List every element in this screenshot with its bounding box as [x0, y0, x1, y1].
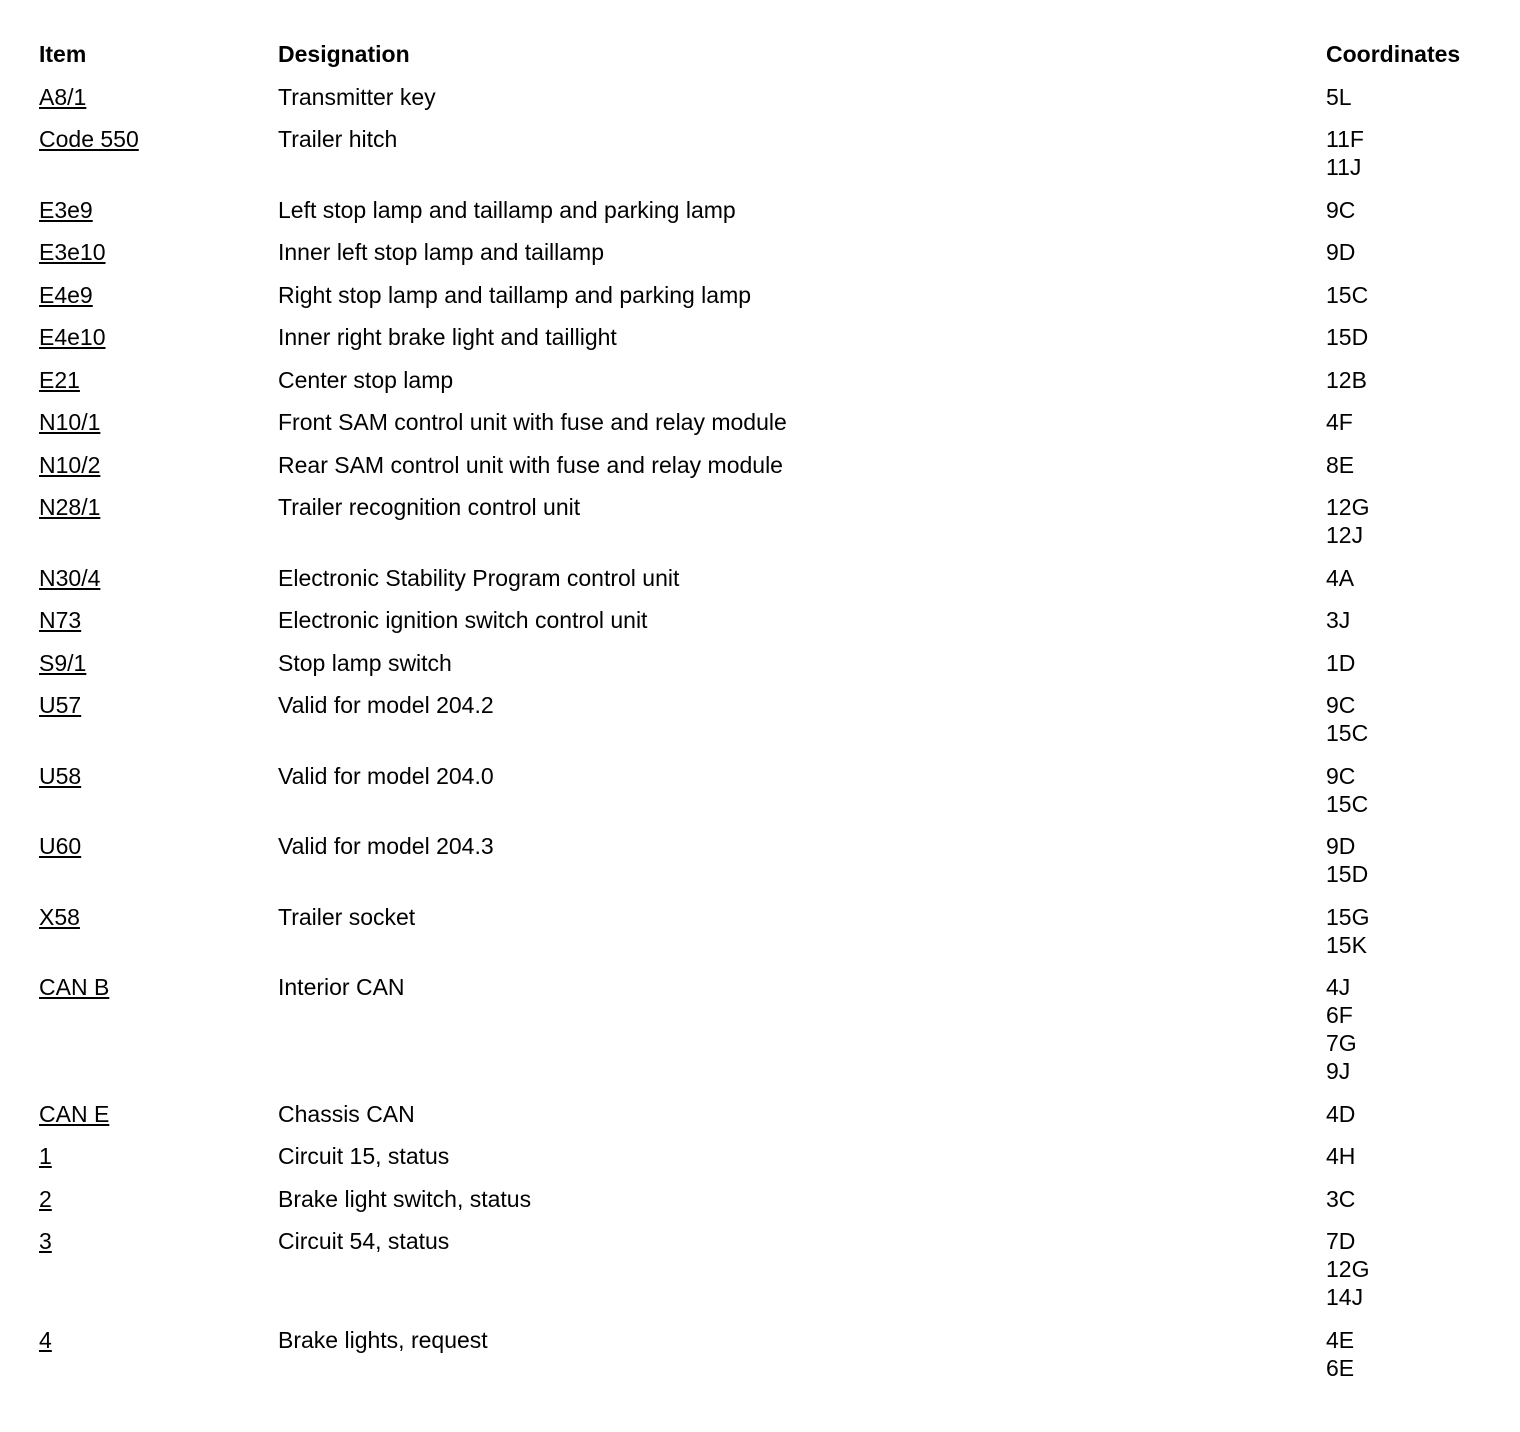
coordinates-cell — [1326, 281, 1499, 309]
table-row — [39, 408, 1499, 451]
item-link[interactable]: E4e9 — [39, 281, 93, 308]
coordinate-value: 15G — [1326, 903, 1370, 930]
coordinate-value: 15D — [1326, 861, 1369, 887]
coordinates-cell — [1326, 903, 1499, 959]
item-link[interactable]: 4 — [39, 1326, 52, 1353]
coordinate-value: 4A — [1326, 564, 1355, 591]
designation-cell: Valid for model 204.2 — [278, 692, 494, 718]
table-row — [39, 564, 1499, 607]
item-link[interactable]: U58 — [39, 762, 82, 789]
item-link[interactable]: U60 — [39, 833, 82, 859]
header-designation: Designation — [278, 41, 410, 67]
designation-cell: Electronic Stability Program control unit — [278, 564, 680, 591]
coordinate-value: 14J — [1326, 1284, 1364, 1310]
coordinate-value: 4E — [1326, 1326, 1355, 1353]
table-row — [39, 1142, 1499, 1185]
coordinates-cell — [1326, 649, 1499, 677]
table-row — [39, 366, 1499, 409]
coordinate-value: 12G — [1326, 494, 1370, 520]
designation-cell: Valid for model 204.3 — [278, 833, 494, 859]
item-link[interactable]: E21 — [39, 366, 80, 393]
item-link[interactable]: X58 — [39, 903, 80, 930]
table-row — [39, 832, 1499, 903]
coordinates-cell — [1326, 83, 1499, 111]
coordinates-cell — [1326, 606, 1499, 634]
coordinates-cell — [1326, 1185, 1499, 1213]
coordinates-cell — [1326, 762, 1499, 818]
table-row — [39, 83, 1499, 126]
designation-cell: Left stop lamp and taillamp and parking lamp — [278, 196, 736, 223]
table-row — [39, 196, 1499, 239]
table-row — [39, 903, 1499, 974]
table-row — [39, 649, 1499, 692]
designation-cell: Front SAM control unit with fuse and relay module — [278, 409, 787, 435]
item-link[interactable]: N10/1 — [39, 409, 101, 435]
designation-cell: Circuit 54, status — [278, 1228, 450, 1254]
coordinate-value: 15K — [1326, 931, 1367, 958]
table-row — [39, 973, 1499, 1100]
table-row — [39, 323, 1499, 366]
coordinate-value: 4D — [1326, 1100, 1356, 1127]
designation-cell: Brake light switch, status — [278, 1185, 532, 1212]
coordinates-cell — [1326, 196, 1499, 224]
table-row — [39, 762, 1499, 833]
coordinates-cell — [1326, 366, 1499, 394]
designation-cell: Rear SAM control unit with fuse and relay module — [278, 451, 783, 478]
item-link[interactable]: E3e9 — [39, 196, 93, 223]
item-link[interactable]: CAN E — [39, 1100, 110, 1127]
item-link[interactable]: N10/2 — [39, 451, 101, 478]
designation-cell: Stop lamp switch — [278, 649, 452, 676]
coordinates-cell — [1326, 832, 1499, 888]
coordinate-value: 5L — [1326, 83, 1352, 110]
table-row — [39, 281, 1499, 324]
designation-cell: Right stop lamp and taillamp and parking lamp — [278, 281, 752, 308]
table-row — [39, 606, 1499, 649]
coordinate-value: 6E — [1326, 1354, 1355, 1381]
coordinates-cell — [1326, 1326, 1499, 1382]
designation-cell: Inner left stop lamp and taillamp — [278, 239, 605, 265]
designation-cell: Trailer recognition control unit — [278, 494, 581, 520]
table-row — [39, 691, 1499, 762]
header-coordinates: Coordinates — [1326, 41, 1461, 67]
coordinate-value: 8E — [1326, 451, 1355, 478]
coordinate-value: 9C — [1326, 196, 1356, 223]
coordinate-value: 3J — [1326, 607, 1351, 633]
coordinates-cell — [1326, 1227, 1499, 1311]
item-link[interactable]: 3 — [39, 1228, 52, 1254]
legend-table — [39, 40, 1499, 1396]
coordinate-value: 7D — [1326, 1228, 1356, 1254]
coordinate-value: 15C — [1326, 720, 1369, 746]
coordinate-value: 15D — [1326, 324, 1369, 350]
coordinate-value: 4H — [1326, 1143, 1356, 1169]
table-row — [39, 1227, 1499, 1326]
coordinate-value: 1D — [1326, 649, 1356, 676]
item-link[interactable]: S9/1 — [39, 649, 87, 676]
item-link[interactable]: 1 — [39, 1143, 52, 1169]
coordinates-cell — [1326, 125, 1499, 181]
item-link[interactable]: N73 — [39, 607, 82, 633]
item-link[interactable]: U57 — [39, 692, 82, 718]
designation-cell: Electronic ignition switch control unit — [278, 607, 648, 633]
coordinate-value: 12G — [1326, 1256, 1370, 1282]
coordinate-value: 15C — [1326, 281, 1369, 308]
coordinates-cell — [1326, 323, 1499, 351]
coordinate-value: 6F — [1326, 1002, 1353, 1028]
designation-cell: Inner right brake light and taillight — [278, 324, 617, 350]
coordinate-value: 15C — [1326, 790, 1369, 817]
coordinates-cell — [1326, 564, 1499, 592]
table-header — [39, 40, 1499, 83]
designation-cell: Brake lights, request — [278, 1326, 488, 1353]
table-row — [39, 1100, 1499, 1143]
item-link[interactable]: N30/4 — [39, 564, 101, 591]
coordinate-value: 9D — [1326, 833, 1356, 859]
designation-cell: Interior CAN — [278, 974, 405, 1000]
coordinates-cell — [1326, 238, 1499, 266]
coordinate-value: 12B — [1326, 366, 1367, 393]
table-row — [39, 451, 1499, 494]
designation-cell: Valid for model 204.0 — [278, 762, 494, 789]
coordinate-value: 9D — [1326, 239, 1356, 265]
coordinates-cell — [1326, 451, 1499, 479]
coordinate-value: 4F — [1326, 409, 1353, 435]
coordinates-cell — [1326, 1100, 1499, 1128]
coordinate-value: 3C — [1326, 1185, 1356, 1212]
item-link[interactable]: E3e10 — [39, 239, 106, 265]
item-link[interactable]: CAN B — [39, 974, 110, 1000]
designation-cell: Trailer socket — [278, 903, 416, 930]
table-row — [39, 125, 1499, 196]
coordinate-value: 11J — [1326, 154, 1362, 180]
coordinate-value: 12J — [1326, 522, 1364, 548]
coordinate-value: 4J — [1326, 974, 1351, 1000]
coordinate-value: 11F — [1326, 126, 1364, 152]
coordinates-cell — [1326, 408, 1499, 436]
table-body — [39, 83, 1499, 1397]
designation-cell: Center stop lamp — [278, 366, 454, 393]
designation-cell: Chassis CAN — [278, 1100, 415, 1127]
header-item: Item — [39, 41, 87, 67]
coordinate-value: 7G — [1326, 1030, 1357, 1056]
coordinate-value: 9J — [1326, 1058, 1351, 1084]
table-row — [39, 493, 1499, 564]
item-link[interactable]: Code 550 — [39, 126, 139, 152]
coordinates-cell — [1326, 691, 1499, 747]
designation-cell: Trailer hitch — [278, 126, 398, 152]
item-link[interactable]: A8/1 — [39, 83, 87, 110]
coordinates-cell — [1326, 493, 1499, 549]
coordinates-cell — [1326, 1142, 1499, 1170]
designation-cell: Circuit 15, status — [278, 1143, 450, 1169]
coordinate-value: 9C — [1326, 762, 1356, 789]
item-link[interactable]: N28/1 — [39, 494, 101, 520]
table-row — [39, 1326, 1499, 1397]
designation-cell: Transmitter key — [278, 83, 436, 110]
coordinates-cell — [1326, 973, 1499, 1085]
coordinate-value: 9C — [1326, 692, 1356, 718]
item-link[interactable]: E4e10 — [39, 324, 106, 350]
item-link[interactable]: 2 — [39, 1185, 52, 1212]
table-row — [39, 238, 1499, 281]
table-row — [39, 1185, 1499, 1228]
